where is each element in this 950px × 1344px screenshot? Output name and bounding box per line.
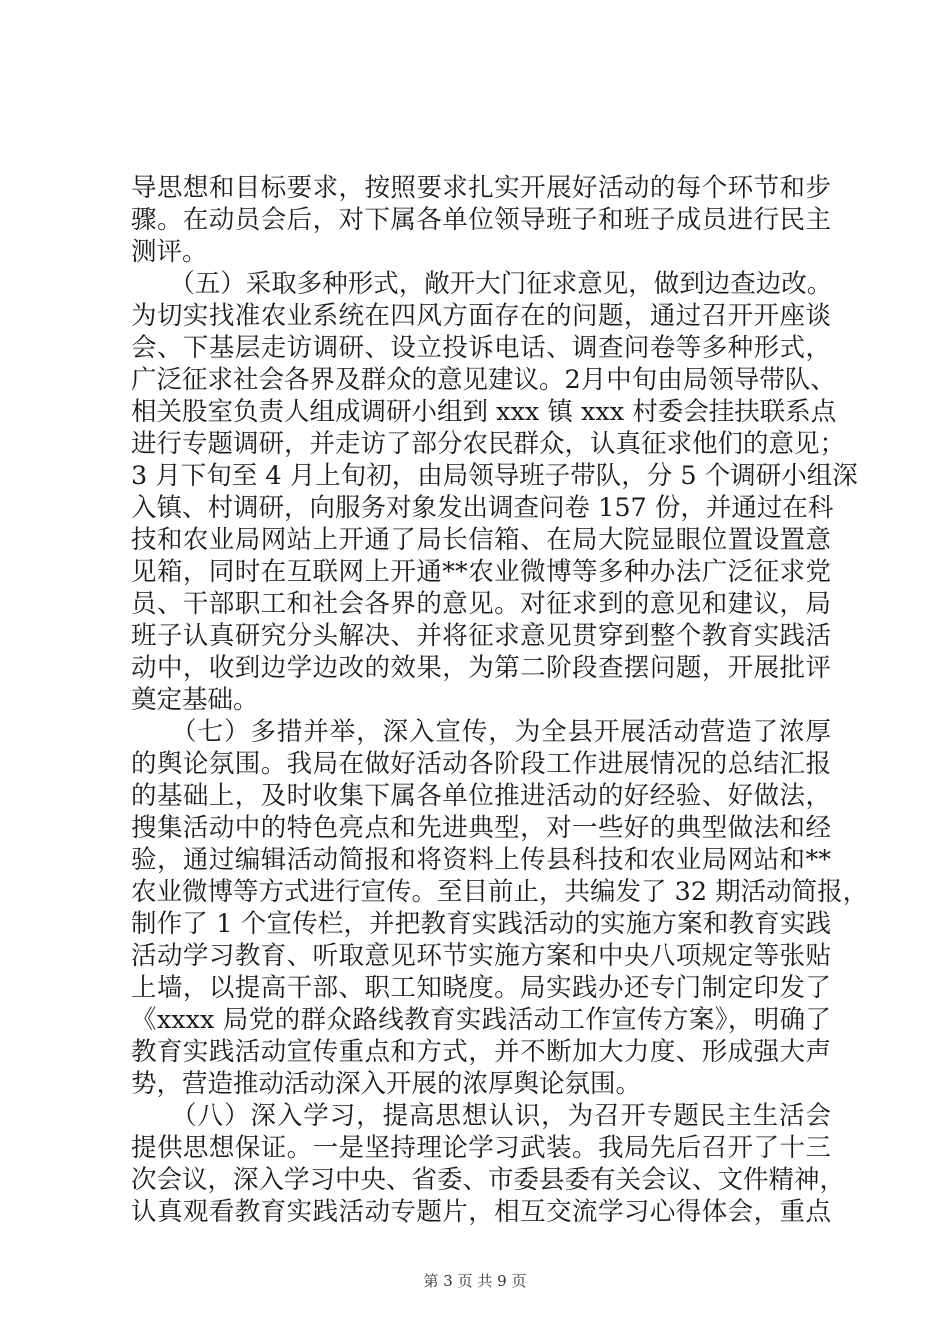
text-line: 势，营造推动活动深入开展的浓厚舆论氛围。 (131, 1069, 642, 1099)
text-line: 广泛征求社会各界及群众的意见建议。2月中旬由局领导带队、 (131, 365, 836, 395)
text-line: 上墙，以提高干部、职工知晓度。局实践办还专门制定印发了 (131, 973, 831, 1003)
text-line: 相关股室负责人组成调研小组到 xxx 镇 xxx 村委会挂扶联系点 (131, 397, 837, 427)
text-line: 的舆论氛围。我局在做好活动各阶段工作进展情况的总结汇报 (131, 749, 831, 779)
text-line: 《xxxx 局党的群众路线教育实践活动工作宣传方案》，明确了 (131, 1005, 831, 1035)
text-line: 教育实践活动宣传重点和方式，并不断加大力度、形成强大声 (131, 1037, 831, 1067)
text-line: （八）深入学习，提高思想认识，为召开专题民主生活会 (131, 1101, 831, 1131)
text-line: 入镇、村调研，向服务对象发出调查问卷 157 份，并通过在科 (131, 493, 834, 523)
text-line: 3 月下旬至 4 月上旬初，由局领导班子带队，分 5 个调研小组深 (131, 461, 858, 491)
text-line: 验，通过编辑活动简报和将资料上传县科技和农业局网站和** (131, 845, 831, 875)
text-line: （五）采取多种形式，敞开大门征求意见，做到边查边改。 (131, 269, 833, 299)
text-line: 班子认真研究分头解决、并将征求意见贯穿到整个教育实践活 (131, 621, 831, 651)
text-line: 搜集活动中的特色亮点和先进典型，对一些好的典型做法和经 (131, 813, 831, 843)
text-line: 次会议，深入学习中央、省委、市委县委有关会议、文件精神， (131, 1165, 846, 1195)
text-line: 骤。在动员会后，对下属各单位领导班子和班子成员进行民主 (131, 205, 831, 235)
document-body (131, 172, 869, 1228)
text-line: 员、干部职工和社会各界的意见。对征求到的意见和建议，局 (131, 589, 831, 619)
text-line: 认真观看教育实践活动专题片，相互交流学习心得体会，重点 (131, 1197, 831, 1227)
text-line: 技和农业局网站上开通了局长信箱、在局大院显眼位置设置意 (131, 525, 831, 555)
text-line: 进行专题调研，并走访了部分农民群众，认真征求他们的意见； (131, 429, 846, 459)
text-line: （七）多措并举，深入宣传，为全县开展活动营造了浓厚 (131, 717, 831, 747)
text-line: 提供思想保证。一是坚持理论学习武装。我局先后召开了十三 (131, 1133, 831, 1163)
text-line: 奠定基础。 (131, 685, 259, 715)
text-line: 导思想和目标要求，按照要求扎实开展好活动的每个环节和步 (131, 173, 831, 203)
text-line: 见箱，同时在互联网上开通**农业微博等多种办法广泛征求党 (131, 557, 831, 587)
page-footer: 第 3 页 共 9 页 (423, 1272, 527, 1290)
text-line: 制作了 1 个宣传栏，并把教育实践活动的实施方案和教育实践 (131, 909, 831, 939)
text-line: 动中，收到边学边改的效果，为第二阶段查摆问题，开展批评 (131, 653, 831, 683)
text-line: 的基础上，及时收集下属各单位推进活动的好经验、好做法， (131, 781, 831, 811)
text-line: 农业微博等方式进行宣传。至目前止，共编发了 32 期活动简报， (131, 877, 869, 907)
text-line: 活动学习教育、听取意见环节实施方案和中央八项规定等张贴 (131, 941, 831, 971)
text-line: 会、下基层走访调研、设立投诉电话、调查问卷等多种形式， (131, 333, 831, 363)
text-line: 测评。 (131, 237, 208, 267)
text-line: 为切实找准农业系统在四风方面存在的问题，通过召开开座谈 (131, 301, 831, 331)
